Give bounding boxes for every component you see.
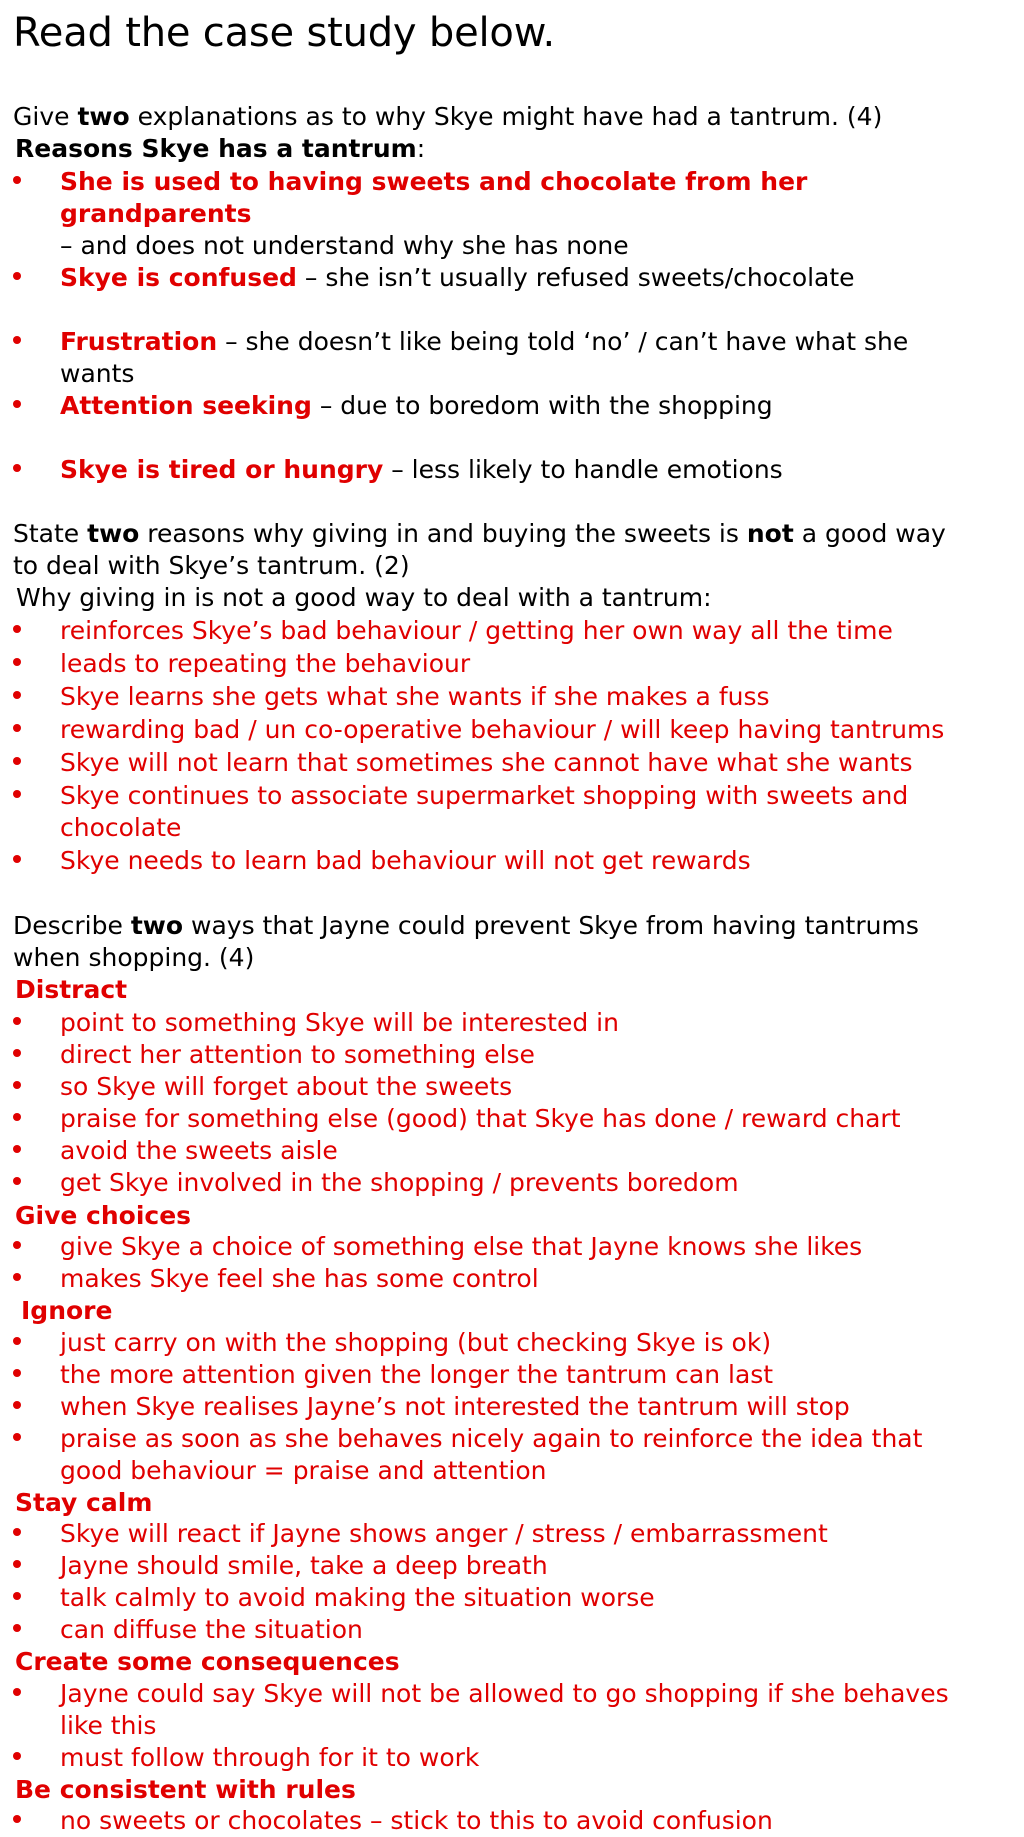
page-title: Read the case study below. bbox=[13, 10, 556, 56]
bullet-icon bbox=[13, 1241, 21, 1249]
q1-reason-rest: – she isn’t usually refused sweets/chocolate bbox=[296, 263, 855, 292]
q2-item: Skye needs to learn bad behaviour will not get rewards bbox=[60, 846, 751, 875]
bullet-icon bbox=[13, 1592, 21, 1600]
bullet-icon bbox=[13, 1401, 21, 1409]
bullet-icon bbox=[13, 1815, 21, 1823]
q2-emphasis-2: not bbox=[746, 519, 794, 548]
bullet-icon bbox=[13, 1017, 21, 1025]
q1-reason-lead: Frustration bbox=[60, 327, 218, 356]
q1-reason-lead: Skye is tired or hungry bbox=[60, 455, 384, 484]
q2-item: Skye learns she gets what she wants if she makes a fuss bbox=[60, 682, 770, 711]
list-item: avoid the sweets aisle bbox=[60, 1136, 338, 1165]
question-3 bbox=[13, 910, 963, 974]
section-heading: Distract bbox=[15, 975, 128, 1004]
bullet-icon bbox=[13, 1688, 21, 1696]
q2-text-1: State bbox=[13, 519, 88, 548]
q1-reason bbox=[60, 326, 960, 390]
q2-item: leads to repeating the behaviour bbox=[60, 649, 471, 678]
q1-reason-lead: She is used to having sweets and chocolate from her grandparents bbox=[60, 167, 808, 228]
bullet-icon bbox=[13, 658, 21, 666]
bullet-icon bbox=[13, 1273, 21, 1281]
section-heading: Be consistent with rules bbox=[15, 1775, 356, 1804]
question-1 bbox=[13, 101, 882, 133]
bullet-icon bbox=[13, 1624, 21, 1632]
bullet-icon bbox=[13, 464, 21, 472]
q1-emphasis: two bbox=[77, 102, 130, 131]
bullet-icon bbox=[13, 691, 21, 699]
q2-answer-heading: Why giving in is not a good way to deal with a tantrum: bbox=[16, 583, 712, 612]
q2-item: reinforces Skye’s bad behaviour / getting her own way all the time bbox=[60, 616, 893, 645]
list-item: Jayne could say Skye will not be allowed to go shopping if she behaves like this bbox=[60, 1679, 949, 1740]
list-item: talk calmly to avoid making the situation worse bbox=[60, 1583, 655, 1612]
q1-text-pre: Give bbox=[13, 102, 78, 131]
q1-text-post: explanations as to why Skye might have had a tantrum. (4) bbox=[129, 102, 883, 131]
list-item: must follow through for it to work bbox=[60, 1743, 480, 1772]
list-item: makes Skye feel she has some control bbox=[60, 1264, 539, 1293]
bullet-icon bbox=[13, 272, 21, 280]
list-item: get Skye involved in the shopping / prevents boredom bbox=[60, 1168, 739, 1197]
section-heading: Stay calm bbox=[15, 1488, 153, 1517]
bullet-icon bbox=[13, 400, 21, 408]
q2-emphasis-1: two bbox=[87, 519, 140, 548]
bullet-icon bbox=[13, 724, 21, 732]
bullet-icon bbox=[13, 1369, 21, 1377]
bullet-icon bbox=[13, 1081, 21, 1089]
list-item: point to something Skye will be interested in bbox=[60, 1008, 619, 1037]
list-item: praise for something else (good) that Skye has done / reward chart bbox=[60, 1104, 901, 1133]
list-item: when Skye realises Jayne’s not interested the tantrum will stop bbox=[60, 1392, 850, 1421]
q2-item: Skye continues to associate supermarket shopping with sweets and chocolate bbox=[60, 781, 909, 842]
bullet-icon bbox=[13, 757, 21, 765]
bullet-icon bbox=[13, 1752, 21, 1760]
list-item: can diffuse the situation bbox=[60, 1615, 363, 1644]
q1-reason-rest: – she doesn’t like being told ‘no’ / can’t have what she wants bbox=[60, 327, 909, 388]
bullet-icon bbox=[13, 1145, 21, 1153]
q1-heading-tail: : bbox=[416, 134, 426, 163]
q2-item: rewarding bad / un co-operative behaviour / will keep having tantrums bbox=[60, 715, 945, 744]
list-item: no sweets or chocolates – stick to this to avoid confusion bbox=[60, 1806, 773, 1835]
list-item: the more attention given the longer the tantrum can last bbox=[60, 1360, 774, 1389]
q1-reason-rest: – due to boredom with the shopping bbox=[311, 391, 773, 420]
bullet-icon bbox=[13, 790, 21, 798]
bullet-icon bbox=[13, 176, 21, 184]
q1-reason bbox=[60, 166, 960, 262]
section-heading: Ignore bbox=[21, 1296, 113, 1325]
q3-text-2: ways that Jayne could prevent Skye from having tantrums when shopping. (4) bbox=[13, 911, 919, 972]
section-heading: Give choices bbox=[15, 1201, 192, 1230]
q1-heading-bold: Reasons Skye has a tantrum bbox=[15, 134, 417, 163]
bullet-icon bbox=[13, 1113, 21, 1121]
bullet-icon bbox=[13, 625, 21, 633]
question-2 bbox=[13, 518, 963, 582]
q1-reason bbox=[60, 390, 960, 422]
q3-text-1: Describe bbox=[13, 911, 131, 940]
q1-reason-lead: Skye is confused bbox=[60, 263, 297, 292]
bullet-icon bbox=[13, 1177, 21, 1185]
bullet-icon bbox=[13, 1560, 21, 1568]
bullet-icon bbox=[13, 336, 21, 344]
q1-reason-lead: Attention seeking bbox=[60, 391, 312, 420]
bullet-icon bbox=[13, 1528, 21, 1536]
q1-reason bbox=[60, 454, 960, 486]
q3-emphasis: two bbox=[130, 911, 184, 940]
section-heading: Create some consequences bbox=[15, 1647, 400, 1676]
q1-answer-heading bbox=[15, 133, 425, 165]
bullet-icon bbox=[13, 1433, 21, 1441]
bullet-icon bbox=[13, 1337, 21, 1345]
q1-reason bbox=[60, 262, 960, 294]
q1-reason-rest: – and does not understand why she has none bbox=[60, 231, 629, 260]
list-item: praise as soon as she behaves nicely again to reinforce the idea that good behaviour = praise and attention bbox=[60, 1424, 923, 1485]
q2-text-3: a good way to deal with Skye’s tantrum. (2) bbox=[13, 519, 946, 580]
q2-item: Skye will not learn that sometimes she cannot have what she wants bbox=[60, 748, 913, 777]
q1-reason-rest: – less likely to handle emotions bbox=[383, 455, 783, 484]
q2-text-2: reasons why giving in and buying the sweets is bbox=[139, 519, 747, 548]
bullet-icon bbox=[13, 855, 21, 863]
list-item: Jayne should smile, take a deep breath bbox=[60, 1551, 548, 1580]
list-item: Skye will react if Jayne shows anger / stress / embarrassment bbox=[60, 1519, 828, 1548]
list-item: direct her attention to something else bbox=[60, 1040, 535, 1069]
list-item: so Skye will forget about the sweets bbox=[60, 1072, 513, 1101]
list-item: just carry on with the shopping (but checking Skye is ok) bbox=[60, 1328, 772, 1357]
bullet-icon bbox=[13, 1049, 21, 1057]
list-item: give Skye a choice of something else that Jayne knows she likes bbox=[60, 1232, 863, 1261]
